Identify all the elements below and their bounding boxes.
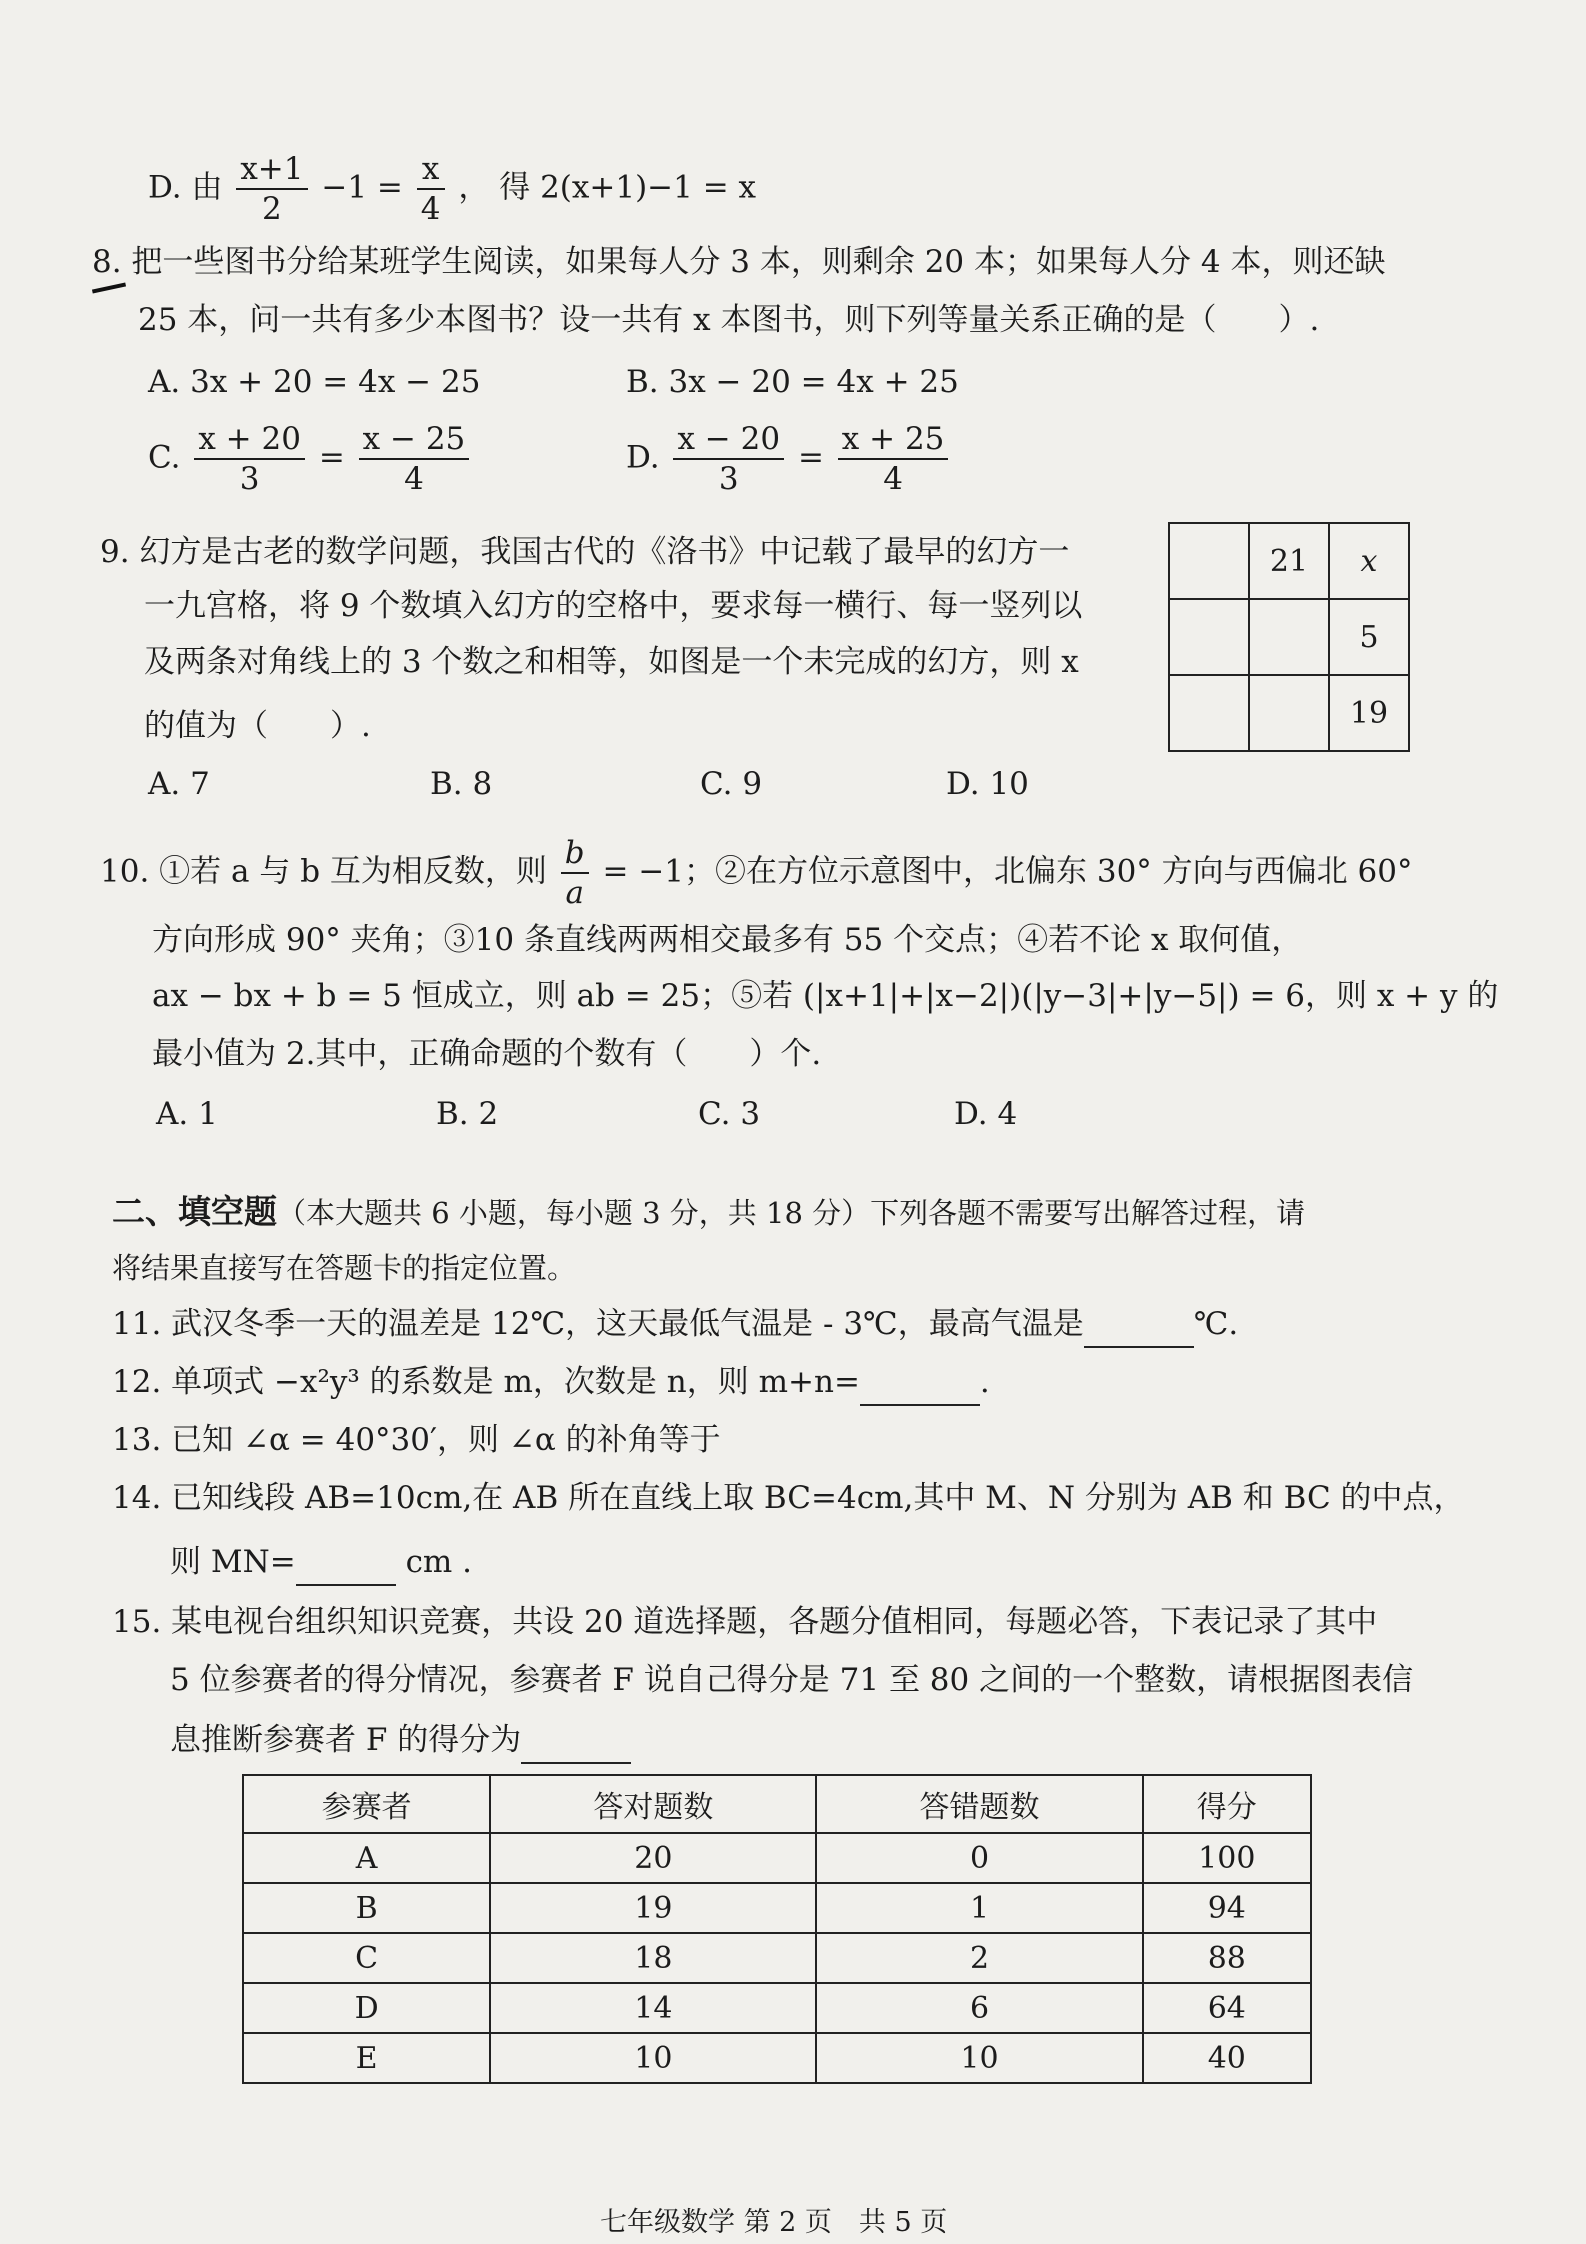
handwritten-underline — [92, 283, 126, 294]
table-header: 答错题数 — [816, 1775, 1142, 1833]
q9-option-a: A. 7 — [148, 766, 210, 802]
q14-line-2: 则 MN= cm . — [170, 1540, 472, 1586]
answer-blank — [521, 1718, 631, 1764]
table-row: E 10 10 40 — [243, 2033, 1311, 2083]
q9-line-2: 一九宫格，将 9 个数填入幻方的空格中，要求每一横行、每一竖列以 — [144, 588, 1083, 624]
q10-line-4: 最小值为 2.其中，正确命题的个数有（ ）个. — [152, 1036, 822, 1072]
table-row: A 20 0 100 — [243, 1833, 1311, 1883]
q15-line-2: 5 位参赛者的得分情况，参赛者 F 说自己得分是 71 至 80 之间的一个整数，请根据图表信 — [170, 1662, 1414, 1698]
q10-line-1: 10. ①若 a 与 b 互为相反数，则 $\frac{b}{a}$ = −1；②在方位示意图中，北偏东 30° 方向与西偏北 60° — [100, 835, 1413, 911]
q9-option-d: D. 10 — [946, 766, 1029, 802]
magic-cell: 5 — [1329, 599, 1409, 675]
table-row: B 19 1 94 — [243, 1883, 1311, 1933]
q10-line-3: ax − bx + b = 5 恒成立，则 ab = 25；⑤若 (|x+1|+|x−2|)(|y−3|+|y−5|) = 6，则 x + y 的 — [152, 978, 1499, 1014]
magic-cell — [1169, 599, 1249, 675]
table-header-row — [243, 1775, 1311, 1833]
table-header: 答对题数 — [490, 1775, 816, 1833]
q10-option-a: A. 1 — [156, 1096, 218, 1132]
q7-option-d: D. 由 $\frac{x+1}{2}$ −1 = $\frac{x}{4}$ ， 得 2(x+1)−1 = x — [148, 151, 757, 227]
q8-option-b: B. 3x − 20 = 4x + 25 — [626, 364, 959, 400]
magic-cell — [1169, 675, 1249, 751]
magic-cell — [1249, 599, 1329, 675]
q9-line-3: 及两条对角线上的 3 个数之和相等，如图是一个未完成的幻方，则 x — [144, 644, 1079, 680]
q15-line-1: 15. 某电视台组织知识竞赛，共设 20 道选择题，各题分值相同，每题必答，下表记录了其中 — [112, 1604, 1378, 1640]
table-header: 参赛者 — [243, 1775, 490, 1833]
magic-square — [1168, 522, 1410, 752]
q15-line-3: 息推断参赛者 F 的得分为 — [170, 1718, 631, 1764]
answer-blank — [296, 1540, 396, 1586]
q12: 12. 单项式 −x²y³ 的系数是 m，次数是 n，则 m+n= . — [112, 1360, 990, 1406]
q8-option-a: A. 3x + 20 = 4x − 25 — [148, 364, 481, 400]
answer-blank — [1084, 1302, 1194, 1348]
table-row: D 14 6 64 — [243, 1983, 1311, 2033]
q10-option-b: B. 2 — [436, 1096, 499, 1132]
q13: 13. 已知 ∠α = 40°30′，则 ∠α 的补角等于 — [112, 1422, 721, 1458]
q9-line-4: 的值为（ ）. — [144, 708, 371, 744]
table-header: 得分 — [1143, 1775, 1311, 1833]
answer-blank — [860, 1360, 980, 1406]
q8-line-1: 8. 把一些图书分给某班学生阅读，如果每人分 3 本，则剩余 20 本；如果每人分 4 本，则还缺 — [92, 244, 1386, 280]
q9-option-b: B. 8 — [430, 766, 493, 802]
section-2-note-line-2: 将结果直接写在答题卡的指定位置。 — [112, 1251, 577, 1285]
page-footer: 七年级数学 第 2 页 共 5 页 — [600, 2207, 948, 2238]
q10-line-2: 方向形成 90° 夹角；③10 条直线两两相交最多有 55 个交点；④若不论 x 取何值， — [152, 922, 1303, 958]
q14-line-1: 14. 已知线段 AB=10cm,在 AB 所在直线上取 BC=4cm,其中 M、N 分别为 AB 和 BC 的中点， — [112, 1480, 1465, 1516]
table-row: C 18 2 88 — [243, 1933, 1311, 1983]
q10-option-c: C. 3 — [698, 1096, 761, 1132]
q8-option-d: D. $\frac{x - 20}{3}$ = $\frac{x + 25}{4}$ — [626, 420, 952, 498]
section-2-header: 二、填空题（本大题共 6 小题，每小题 3 分，共 18 分）下列各题不需要写出解答过程，请 — [112, 1192, 1306, 1231]
q10-option-d: D. 4 — [954, 1096, 1018, 1132]
q11: 11. 武汉冬季一天的温差是 12℃，这天最低气温是 - 3℃，最高气温是 ℃. — [112, 1302, 1238, 1348]
magic-cell: x — [1329, 523, 1409, 599]
q8-option-c: C. $\frac{x + 20}{3}$ = $\frac{x - 25}{4}$ — [148, 420, 473, 498]
magic-cell: 21 — [1249, 523, 1329, 599]
magic-cell — [1249, 675, 1329, 751]
q9-line-1: 9. 幻方是古老的数学问题，我国古代的《洛书》中记载了最早的幻方一 — [100, 534, 1070, 570]
magic-cell: 19 — [1329, 675, 1409, 751]
q9-option-c: C. 9 — [700, 766, 763, 802]
magic-cell — [1169, 523, 1249, 599]
q7-fraction-1: $\frac{x+1}{2}$ — [236, 150, 307, 228]
score-table — [242, 1774, 1312, 2084]
q8-line-2: 25 本，问一共有多少本图书？设一共有 x 本图书，则下列等量关系正确的是（ ）. — [138, 302, 1320, 338]
q7-fraction-2: $\frac{x}{4}$ — [417, 150, 445, 228]
